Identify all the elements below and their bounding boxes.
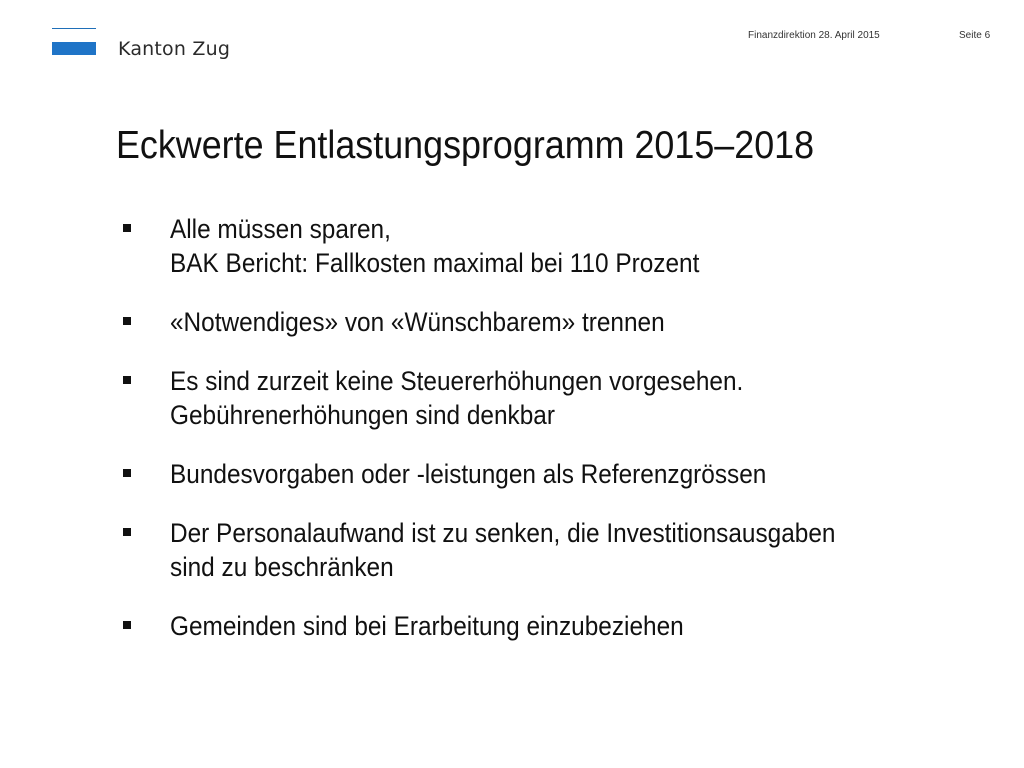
bullet-line: «Notwendiges» von «Wünschbarem» trennen bbox=[170, 307, 665, 337]
bullet-line: Der Personalaufwand ist zu senken, die Investitionsausgaben bbox=[170, 518, 836, 548]
bullet-text bbox=[170, 305, 943, 339]
square-bullet-icon bbox=[123, 376, 131, 384]
slide-title: Eckwerte Entlastungsprogramm 2015–2018 bbox=[116, 124, 815, 167]
bullet-text bbox=[170, 516, 943, 584]
square-bullet-icon bbox=[123, 621, 131, 629]
bullet-item bbox=[120, 457, 1010, 491]
kanton-zug-logo bbox=[52, 28, 252, 68]
bullet-line: Gemeinden sind bei Erarbeitung einzubeziehen bbox=[170, 611, 684, 641]
square-bullet-icon bbox=[123, 528, 131, 536]
logo-bar bbox=[52, 42, 96, 55]
bullet-item bbox=[120, 364, 1010, 432]
bullet-line: Bundesvorgaben oder -leistungen als Referenzgrössen bbox=[170, 459, 767, 489]
bullet-line: Es sind zurzeit keine Steuererhöhungen vorgesehen. bbox=[170, 366, 744, 396]
page-number: Seite 6 bbox=[959, 30, 991, 41]
bullet-text bbox=[170, 212, 943, 280]
logo-line bbox=[52, 28, 96, 29]
bullet-item bbox=[120, 609, 1010, 643]
bullet-item bbox=[120, 212, 1010, 280]
bullet-item bbox=[120, 305, 1010, 339]
bullet-item bbox=[120, 516, 1010, 584]
bullet-line: BAK Bericht: Fallkosten maximal bei 110 Prozent bbox=[170, 248, 700, 278]
bullet-text bbox=[170, 364, 943, 432]
logo-text: Kanton Zug bbox=[118, 38, 231, 60]
bullet-text bbox=[170, 457, 943, 491]
bullet-line: sind zu beschränken bbox=[170, 552, 394, 582]
bullet-text bbox=[170, 609, 943, 643]
bullet-line: Alle müssen sparen, bbox=[170, 214, 391, 244]
square-bullet-icon bbox=[123, 469, 131, 477]
department-date: Finanzdirektion 28. April 2015 bbox=[748, 30, 880, 41]
square-bullet-icon bbox=[123, 317, 131, 325]
bullet-line: Gebührenerhöhungen sind denkbar bbox=[170, 400, 555, 430]
bullet-list bbox=[120, 212, 1010, 668]
square-bullet-icon bbox=[123, 224, 131, 232]
